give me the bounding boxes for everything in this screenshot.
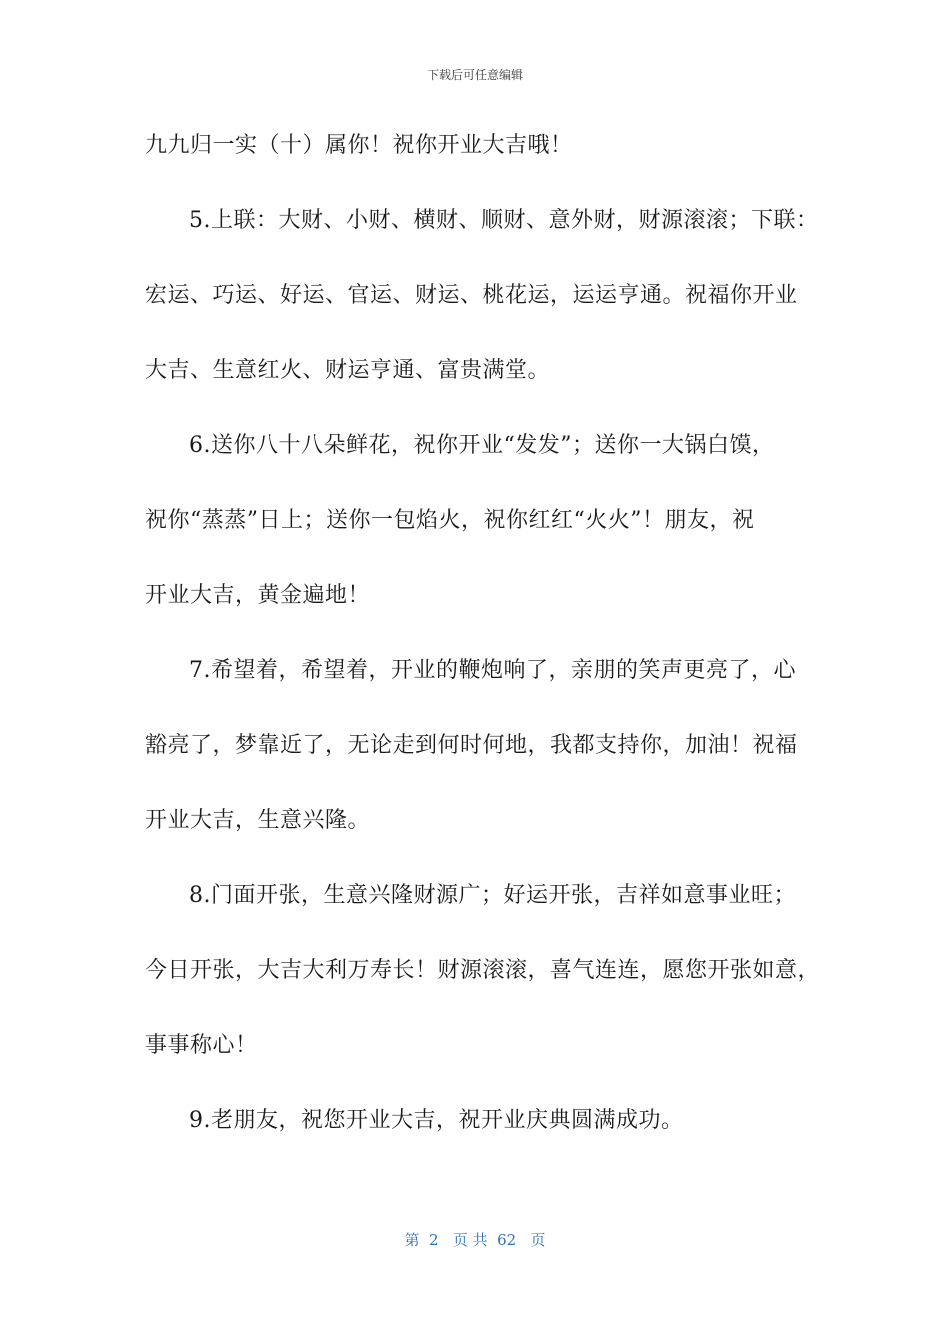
paragraph-5-line-3: 大吉、生意红火、财运亨通、富贵满堂。 <box>145 358 551 383</box>
page-header: 下载后可任意编辑 <box>426 68 523 82</box>
paragraph-6-line-1: 6.送你八十八朵鲜花，祝你开业“发发”；送你一大锅白馍， <box>189 433 775 458</box>
paragraph-9-line-1: 9.老朋友，祝您开业大吉，祝开业庆典圆满成功。 <box>189 1108 684 1133</box>
paragraph-6-line-3: 开业大吉，黄金遍地！ <box>145 583 371 608</box>
paragraph-8-line-2: 今日开张，大吉大利万寿长！财源滚滚，喜气连连，愿您开张如意， <box>145 958 821 983</box>
paragraph-7-line-2: 豁亮了，梦靠近了，无论走到何时何地，我都支持你，加油！祝福 <box>145 733 798 758</box>
paragraph-5-line-2: 宏运、巧运、好运、官运、财运、桃花运，运运亨通。祝福你开业 <box>145 283 798 308</box>
paragraph-8-line-3: 事事称心！ <box>145 1033 258 1058</box>
paragraph-7-line-1: 7.希望着，希望着，开业的鞭炮响了，亲朋的笑声更亮了，心 <box>189 658 796 683</box>
paragraph-7-line-3: 开业大吉，生意兴隆。 <box>145 808 371 833</box>
paragraph-5-line-1: 5.上联：大财、小财、横财、顺财、意外财，财源滚滚；下联： <box>189 208 819 233</box>
text-line: 九九归一实（十）属你！祝你开业大吉哦！ <box>145 133 573 158</box>
page-number-footer: 第 2 页 共 62 页 <box>404 1231 546 1249</box>
paragraph-6-line-2: 祝你“蒸蒸”日上；送你一包焰火，祝你红红“火火”！朋友，祝 <box>145 508 755 533</box>
document-body <box>145 128 821 1178</box>
paragraph-8-line-1: 8.门面开张，生意兴隆财源广；好运开张，吉祥如意事业旺； <box>189 883 796 908</box>
